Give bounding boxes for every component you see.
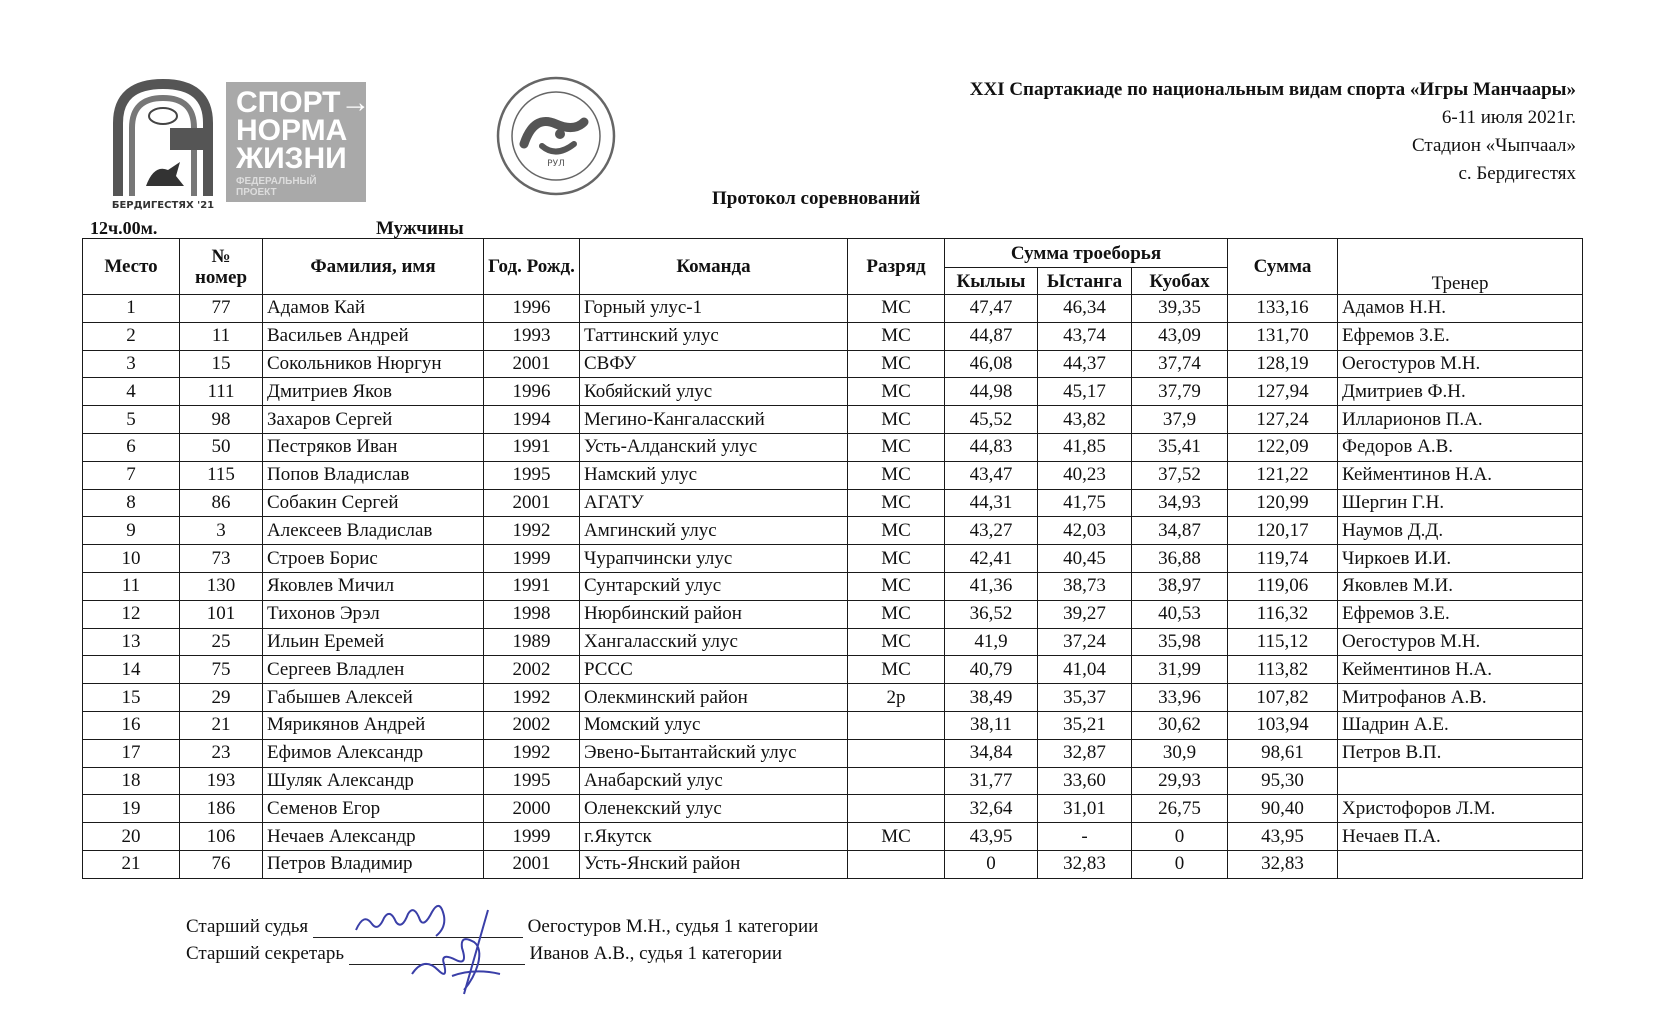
number-cell: 25: [180, 628, 263, 656]
name-cell: Яковлев Мичил: [263, 572, 484, 600]
event-header: [970, 76, 1576, 188]
team-cell: Олекминский район: [580, 684, 848, 712]
year-cell: 1991: [484, 433, 580, 461]
rank-cell: МС: [848, 350, 945, 378]
header-year: Год. Рожд.: [484, 239, 580, 295]
kuobah-cell: 37,9: [1132, 406, 1228, 434]
kuobah-cell: 33,96: [1132, 684, 1228, 712]
number-cell: 106: [180, 823, 263, 851]
kuobah-cell: 30,62: [1132, 711, 1228, 739]
kylyy-cell: 43,27: [945, 517, 1038, 545]
rank-cell: МС: [848, 628, 945, 656]
kylyy-cell: 46,08: [945, 350, 1038, 378]
kylyy-cell: 31,77: [945, 767, 1038, 795]
coach-cell: Федоров А.В.: [1338, 433, 1583, 461]
number-cell: 75: [180, 656, 263, 684]
place-cell: 18: [83, 767, 180, 795]
chief-judge-name: Оегостуров М.Н., судья 1 категории: [527, 916, 819, 937]
team-cell: Усть-Янский район: [580, 850, 848, 878]
total-cell: 133,16: [1228, 295, 1338, 323]
team-cell: Горный улус-1: [580, 295, 848, 323]
svg-text:РУЛ: РУЛ: [547, 159, 565, 169]
header-triathlon-sum: Сумма троеборья: [945, 239, 1228, 268]
name-cell: Строев Борис: [263, 545, 484, 573]
rank-cell: МС: [848, 433, 945, 461]
place-cell: 4: [83, 378, 180, 406]
rank-cell: МС: [848, 572, 945, 600]
kuobah-cell: 31,99: [1132, 656, 1228, 684]
kylyy-cell: 44,87: [945, 322, 1038, 350]
kuobah-cell: 0: [1132, 823, 1228, 851]
place-cell: 3: [83, 350, 180, 378]
rank-cell: [848, 739, 945, 767]
coach-cell: Шадрин А.Е.: [1338, 711, 1583, 739]
header-place: Место: [83, 239, 180, 295]
coach-cell: [1338, 850, 1583, 878]
ystanga-cell: 45,17: [1038, 378, 1132, 406]
kylyy-cell: 41,36: [945, 572, 1038, 600]
team-cell: Чурапчински улус: [580, 545, 848, 573]
number-cell: 11: [180, 322, 263, 350]
total-cell: 103,94: [1228, 711, 1338, 739]
year-cell: 1989: [484, 628, 580, 656]
coach-cell: Кейментинов Н.А.: [1338, 461, 1583, 489]
rank-cell: МС: [848, 322, 945, 350]
kuobah-cell: 35,41: [1132, 433, 1228, 461]
name-cell: Сокольников Нюргун: [263, 350, 484, 378]
number-cell: 23: [180, 739, 263, 767]
rank-cell: МС: [848, 823, 945, 851]
rank-cell: [848, 711, 945, 739]
number-cell: 3: [180, 517, 263, 545]
year-cell: 1993: [484, 322, 580, 350]
event-dates: 6-11 июля 2021г.: [1441, 107, 1576, 128]
place-cell: 1: [83, 295, 180, 323]
table-row: [83, 545, 1583, 573]
table-row: [83, 739, 1583, 767]
number-cell: 86: [180, 489, 263, 517]
table-row: [83, 433, 1583, 461]
kuobah-cell: 40,53: [1132, 600, 1228, 628]
total-cell: 122,09: [1228, 433, 1338, 461]
year-cell: 2001: [484, 350, 580, 378]
year-cell: 1991: [484, 572, 580, 600]
coach-cell: Дмитриев Ф.Н.: [1338, 378, 1583, 406]
kuobah-cell: 37,74: [1132, 350, 1228, 378]
table-row: [83, 795, 1583, 823]
table-row: [83, 628, 1583, 656]
year-cell: 2002: [484, 656, 580, 684]
ystanga-cell: -: [1038, 823, 1132, 851]
kuobah-cell: 29,93: [1132, 767, 1228, 795]
ystanga-cell: 31,01: [1038, 795, 1132, 823]
header-kylyy: Кылыы: [945, 268, 1038, 295]
ystanga-cell: 46,34: [1038, 295, 1132, 323]
table-row: [83, 378, 1583, 406]
rank-cell: МС: [848, 656, 945, 684]
team-cell: Усть-Алданский улус: [580, 433, 848, 461]
header-total: Сумма: [1228, 239, 1338, 295]
ystanga-cell: 40,23: [1038, 461, 1132, 489]
year-cell: 1999: [484, 823, 580, 851]
kuobah-cell: 30,9: [1132, 739, 1228, 767]
year-cell: 2000: [484, 795, 580, 823]
kuobah-cell: 35,98: [1132, 628, 1228, 656]
kuobah-cell: 38,97: [1132, 572, 1228, 600]
name-cell: Сергеев Владлен: [263, 656, 484, 684]
year-cell: 1992: [484, 684, 580, 712]
team-cell: г.Якутск: [580, 823, 848, 851]
ystanga-cell: 42,03: [1038, 517, 1132, 545]
ystanga-cell: 33,60: [1038, 767, 1132, 795]
coach-cell: Петров В.П.: [1338, 739, 1583, 767]
total-cell: 115,12: [1228, 628, 1338, 656]
ystanga-cell: 39,27: [1038, 600, 1132, 628]
team-cell: Амгинский улус: [580, 517, 848, 545]
header-rank: Разряд: [848, 239, 945, 295]
name-cell: Васильев Андрей: [263, 322, 484, 350]
kuobah-cell: 34,87: [1132, 517, 1228, 545]
team-cell: Эвено-Бытантайский улус: [580, 739, 848, 767]
coach-cell: Кейментинов Н.А.: [1338, 656, 1583, 684]
number-cell: 76: [180, 850, 263, 878]
protocol-title: Протокол соревнований: [712, 188, 921, 209]
total-cell: 43,95: [1228, 823, 1338, 851]
team-cell: Оленекский улус: [580, 795, 848, 823]
table-row: [83, 406, 1583, 434]
year-cell: 1996: [484, 378, 580, 406]
total-cell: 116,32: [1228, 600, 1338, 628]
ystanga-cell: 43,74: [1038, 322, 1132, 350]
sport-norma-zhizni-logo: СПОРТ→ НОРМА ЖИЗНИ ФЕДЕРАЛЬНЫЙ ПРОЕКТ: [226, 82, 366, 202]
number-cell: 15: [180, 350, 263, 378]
name-cell: Мярикянов Андрей: [263, 711, 484, 739]
number-cell: 101: [180, 600, 263, 628]
chief-secretary-label: Старший секретарь: [186, 943, 345, 964]
kuobah-cell: 43,09: [1132, 322, 1228, 350]
place-cell: 12: [83, 600, 180, 628]
number-cell: 29: [180, 684, 263, 712]
kylyy-cell: 43,95: [945, 823, 1038, 851]
name-cell: Петров Владимир: [263, 850, 484, 878]
total-cell: 119,06: [1228, 572, 1338, 600]
ystanga-cell: 35,37: [1038, 684, 1132, 712]
kylyy-cell: 0: [945, 850, 1038, 878]
table-row: [83, 489, 1583, 517]
coach-cell: Ефремов З.Е.: [1338, 600, 1583, 628]
rank-cell: МС: [848, 517, 945, 545]
rank-cell: МС: [848, 461, 945, 489]
team-cell: Кобяйский улус: [580, 378, 848, 406]
year-cell: 1995: [484, 461, 580, 489]
ystanga-cell: 44,37: [1038, 350, 1132, 378]
ystanga-cell: 41,04: [1038, 656, 1132, 684]
place-cell: 9: [83, 517, 180, 545]
name-cell: Захаров Сергей: [263, 406, 484, 434]
header-number: № номер: [180, 239, 263, 295]
year-cell: 1999: [484, 545, 580, 573]
rank-cell: МС: [848, 378, 945, 406]
table-row: [83, 461, 1583, 489]
kylyy-cell: 47,47: [945, 295, 1038, 323]
coach-cell: Оегостуров М.Н.: [1338, 628, 1583, 656]
total-cell: 113,82: [1228, 656, 1338, 684]
coach-cell: Шергин Г.Н.: [1338, 489, 1583, 517]
name-cell: Дмитриев Яков: [263, 378, 484, 406]
rank-cell: [848, 850, 945, 878]
kylyy-cell: 45,52: [945, 406, 1038, 434]
number-cell: 50: [180, 433, 263, 461]
year-cell: 1995: [484, 767, 580, 795]
coach-cell: Ефремов З.Е.: [1338, 322, 1583, 350]
table-row: [83, 322, 1583, 350]
kylyy-cell: 34,84: [945, 739, 1038, 767]
total-cell: 95,30: [1228, 767, 1338, 795]
year-cell: 2002: [484, 711, 580, 739]
svg-text:БЕРДИГЕСТЯХ '21: БЕРДИГЕСТЯХ '21: [111, 200, 215, 211]
number-cell: 186: [180, 795, 263, 823]
header-ystanga: Ыстанга: [1038, 268, 1132, 295]
table-row: [83, 600, 1583, 628]
table-row: [83, 711, 1583, 739]
year-cell: 1996: [484, 295, 580, 323]
table-row: [83, 850, 1583, 878]
year-cell: 1992: [484, 739, 580, 767]
kylyy-cell: 38,11: [945, 711, 1038, 739]
kylyy-cell: 41,9: [945, 628, 1038, 656]
place-cell: 7: [83, 461, 180, 489]
name-cell: Собакин Сергей: [263, 489, 484, 517]
place-cell: 8: [83, 489, 180, 517]
table-row: [83, 572, 1583, 600]
ystanga-cell: 32,87: [1038, 739, 1132, 767]
place-cell: 19: [83, 795, 180, 823]
name-cell: Алексеев Владислав: [263, 517, 484, 545]
ystanga-cell: 37,24: [1038, 628, 1132, 656]
name-cell: Семенов Егор: [263, 795, 484, 823]
total-cell: 131,70: [1228, 322, 1338, 350]
place-cell: 21: [83, 850, 180, 878]
rank-cell: [848, 767, 945, 795]
total-cell: 119,74: [1228, 545, 1338, 573]
start-time: 12ч.00м.: [90, 218, 158, 238]
table-row: [83, 823, 1583, 851]
table-row: [83, 350, 1583, 378]
name-cell: Пестряков Иван: [263, 433, 484, 461]
number-cell: 193: [180, 767, 263, 795]
name-cell: Адамов Кай: [263, 295, 484, 323]
name-cell: Ефимов Александр: [263, 739, 484, 767]
kuobah-cell: 26,75: [1132, 795, 1228, 823]
name-cell: Нечаев Александр: [263, 823, 484, 851]
ystanga-cell: 38,73: [1038, 572, 1132, 600]
coach-cell: Яковлев М.И.: [1338, 572, 1583, 600]
kuobah-cell: 34,93: [1132, 489, 1228, 517]
team-cell: Мегино-Кангаласский: [580, 406, 848, 434]
total-cell: 128,19: [1228, 350, 1338, 378]
chief-judge-label: Старший судья: [186, 916, 309, 937]
category-label: Мужчины: [376, 218, 464, 239]
coach-cell: Чиркоев И.И.: [1338, 545, 1583, 573]
place-cell: 10: [83, 545, 180, 573]
team-cell: Хангаласский улус: [580, 628, 848, 656]
coach-cell: Митрофанов А.В.: [1338, 684, 1583, 712]
name-cell: Ильин Еремей: [263, 628, 484, 656]
federation-seal: [494, 74, 618, 198]
total-cell: 120,99: [1228, 489, 1338, 517]
number-cell: 21: [180, 711, 263, 739]
results-table: [82, 238, 1583, 879]
year-cell: 1992: [484, 517, 580, 545]
kylyy-cell: 44,98: [945, 378, 1038, 406]
name-cell: Габышев Алексей: [263, 684, 484, 712]
team-cell: Момский улус: [580, 711, 848, 739]
kylyy-cell: 42,41: [945, 545, 1038, 573]
total-cell: 98,61: [1228, 739, 1338, 767]
event-title: XXI Спартакиаде по национальным видам спорта «Игры Манчаары»: [969, 79, 1576, 100]
coach-cell: Илларионов П.А.: [1338, 406, 1583, 434]
team-cell: Анабарский улус: [580, 767, 848, 795]
number-cell: 115: [180, 461, 263, 489]
team-cell: СВФУ: [580, 350, 848, 378]
team-cell: Намский улус: [580, 461, 848, 489]
header-coach: Тренер: [1338, 239, 1583, 295]
event-venue: Стадион «Чыпчаал»: [1412, 135, 1576, 156]
name-cell: Попов Владислав: [263, 461, 484, 489]
team-cell: АГАТУ: [580, 489, 848, 517]
table-row: [83, 767, 1583, 795]
coach-cell: Оегостуров М.Н.: [1338, 350, 1583, 378]
place-cell: 15: [83, 684, 180, 712]
total-cell: 107,82: [1228, 684, 1338, 712]
number-cell: 130: [180, 572, 263, 600]
year-cell: 1994: [484, 406, 580, 434]
total-cell: 32,83: [1228, 850, 1338, 878]
name-cell: Тихонов Эрэл: [263, 600, 484, 628]
kylyy-cell: 44,31: [945, 489, 1038, 517]
chief-secretary-name: Иванов А.В., судья 1 категории: [529, 943, 783, 964]
games-logo: [110, 78, 216, 214]
team-cell: Сунтарский улус: [580, 572, 848, 600]
coach-cell: [1338, 767, 1583, 795]
number-cell: 98: [180, 406, 263, 434]
rank-cell: МС: [848, 545, 945, 573]
total-cell: 121,22: [1228, 461, 1338, 489]
team-cell: РССС: [580, 656, 848, 684]
place-cell: 13: [83, 628, 180, 656]
year-cell: 2001: [484, 489, 580, 517]
coach-cell: Адамов Н.Н.: [1338, 295, 1583, 323]
rank-cell: МС: [848, 406, 945, 434]
rank-cell: МС: [848, 295, 945, 323]
total-cell: 120,17: [1228, 517, 1338, 545]
place-cell: 11: [83, 572, 180, 600]
team-cell: Таттинский улус: [580, 322, 848, 350]
table-row: [83, 684, 1583, 712]
coach-cell: Нечаев П.А.: [1338, 823, 1583, 851]
ystanga-cell: 41,85: [1038, 433, 1132, 461]
kuobah-cell: 0: [1132, 850, 1228, 878]
rank-cell: 2р: [848, 684, 945, 712]
coach-cell: Наумов Д.Д.: [1338, 517, 1583, 545]
results-body: [83, 295, 1583, 879]
kylyy-cell: 38,49: [945, 684, 1038, 712]
ystanga-cell: 41,75: [1038, 489, 1132, 517]
place-cell: 20: [83, 823, 180, 851]
name-cell: Шуляк Александр: [263, 767, 484, 795]
kuobah-cell: 36,88: [1132, 545, 1228, 573]
table-row: [83, 295, 1583, 323]
kylyy-cell: 36,52: [945, 600, 1038, 628]
kuobah-cell: 37,52: [1132, 461, 1228, 489]
number-cell: 73: [180, 545, 263, 573]
event-location: с. Бердигестях: [1458, 163, 1576, 184]
header-name: Фамилия, имя: [263, 239, 484, 295]
total-cell: 127,94: [1228, 378, 1338, 406]
ystanga-cell: 32,83: [1038, 850, 1132, 878]
place-cell: 2: [83, 322, 180, 350]
place-cell: 5: [83, 406, 180, 434]
kylyy-cell: 44,83: [945, 433, 1038, 461]
rank-cell: МС: [848, 600, 945, 628]
kylyy-cell: 40,79: [945, 656, 1038, 684]
year-cell: 1998: [484, 600, 580, 628]
coach-cell: Христофоров Л.М.: [1338, 795, 1583, 823]
number-cell: 111: [180, 378, 263, 406]
year-cell: 2001: [484, 850, 580, 878]
total-cell: 90,40: [1228, 795, 1338, 823]
kuobah-cell: 39,35: [1132, 295, 1228, 323]
kylyy-cell: 32,64: [945, 795, 1038, 823]
header-kuobah: Куобах: [1132, 268, 1228, 295]
ystanga-cell: 40,45: [1038, 545, 1132, 573]
team-cell: Нюрбинский район: [580, 600, 848, 628]
place-cell: 17: [83, 739, 180, 767]
table-row: [83, 656, 1583, 684]
kuobah-cell: 37,79: [1132, 378, 1228, 406]
ystanga-cell: 35,21: [1038, 711, 1132, 739]
kylyy-cell: 43,47: [945, 461, 1038, 489]
ystanga-cell: 43,82: [1038, 406, 1132, 434]
place-cell: 6: [83, 433, 180, 461]
header-team: Команда: [580, 239, 848, 295]
place-cell: 14: [83, 656, 180, 684]
rank-cell: [848, 795, 945, 823]
total-cell: 127,24: [1228, 406, 1338, 434]
place-cell: 16: [83, 711, 180, 739]
rank-cell: МС: [848, 489, 945, 517]
number-cell: 77: [180, 295, 263, 323]
chief-secretary-signature: [404, 904, 514, 998]
table-row: [83, 517, 1583, 545]
